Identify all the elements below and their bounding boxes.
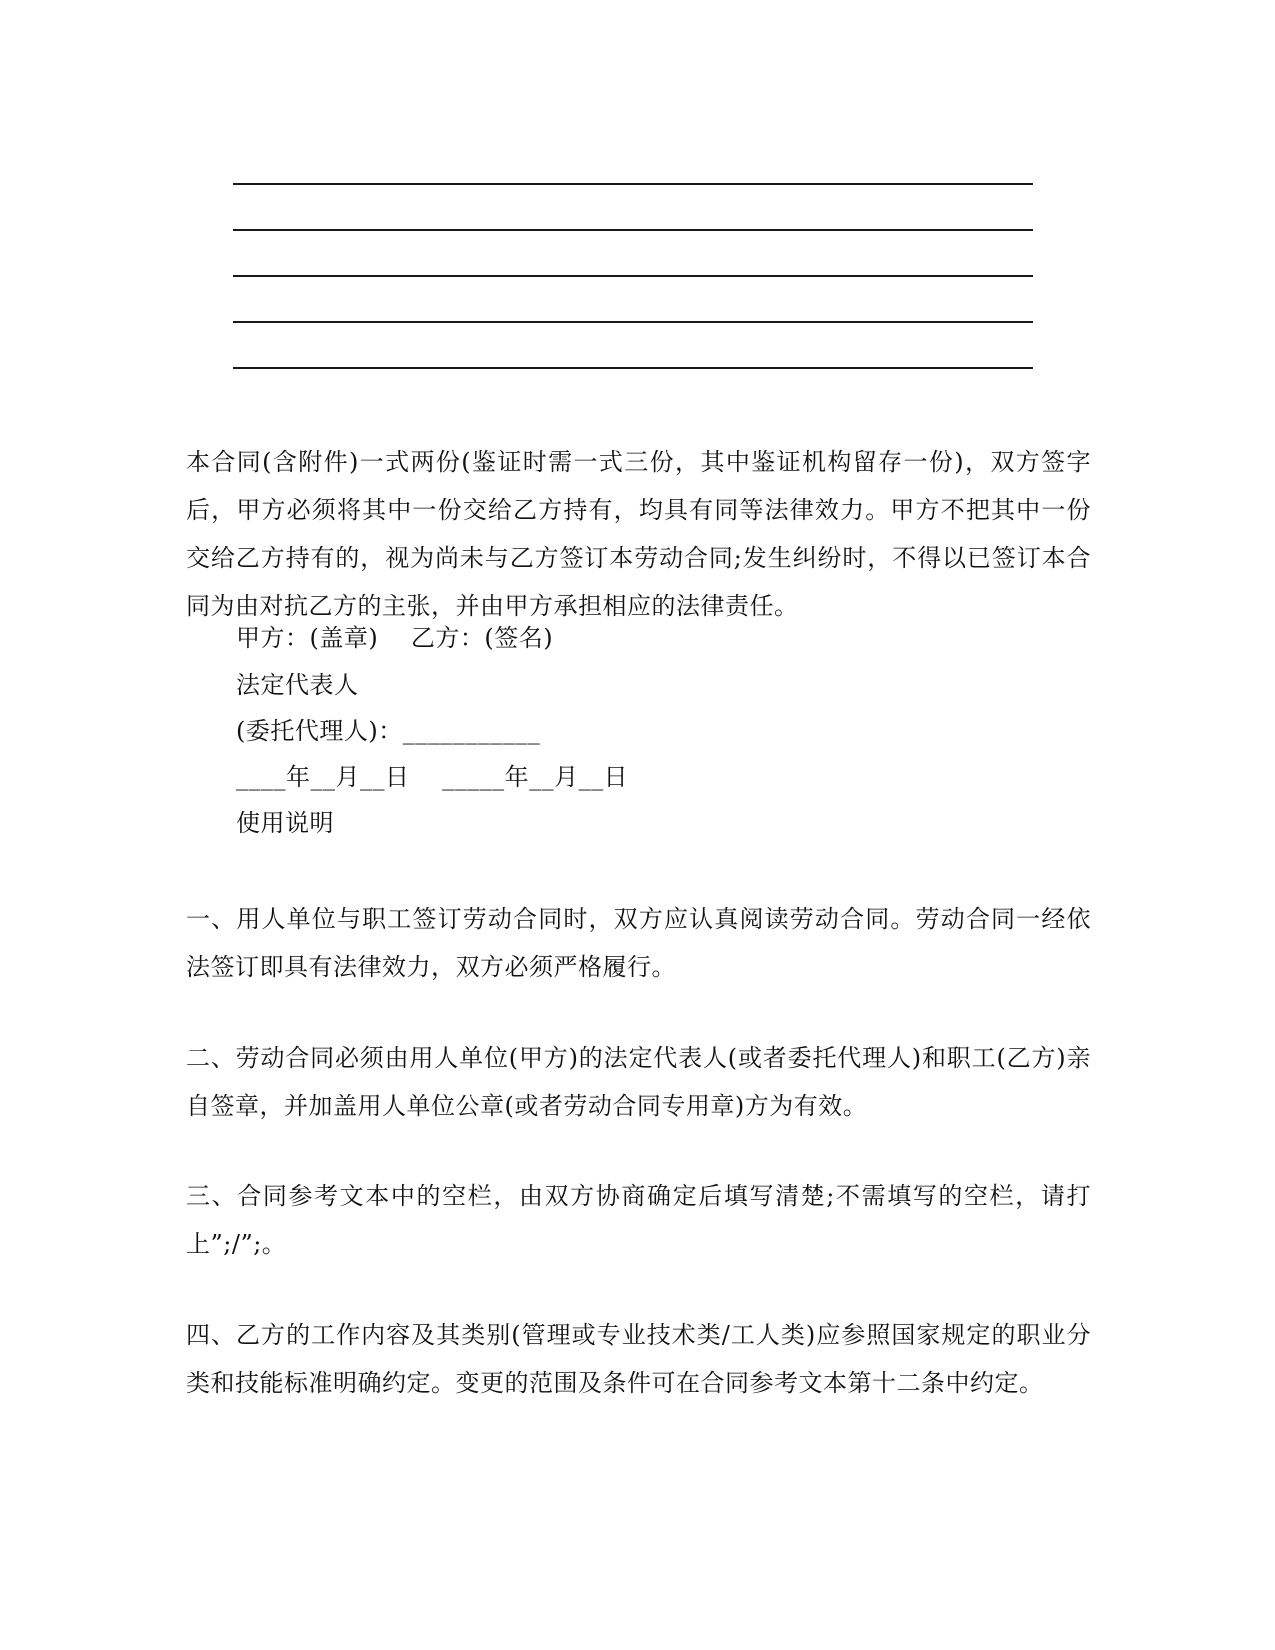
agent-signature-line: (委托代理人)：___________ xyxy=(236,717,541,745)
blank-fill-line xyxy=(233,229,1033,231)
blank-fill-line xyxy=(233,321,1033,323)
instruction-item: 二、劳动合同必须由用人单位(甲方)的法定代表人(或者委托代理人)和职工(乙方)亲自签章，并加盖用人单位公章(或者劳动合同专用章)方为有效。 xyxy=(186,1044,1091,1120)
instruction-item: 三、合同参考文本中的空栏，由双方协商确定后填写清楚;不需填写的空栏，请打上”;/”;。 xyxy=(186,1182,1091,1258)
blank-fill-line xyxy=(233,275,1033,277)
legal-representative-label: 法定代表人 xyxy=(236,671,359,699)
signing-date-line: ____年__月__日 _____年__月__日 xyxy=(236,763,629,791)
contract-copies-paragraph: 本合同(含附件)一式两份(鉴证时需一式三份，其中鉴证机构留存一份)，双方签字后，甲方必须将其中一份交给乙方持有，均具有同等法律效力。甲方不把其中一份交给乙方持有的，视为尚未与乙方签订本劳动合同;发生纠纷时，不得以已签订本合同为由对抗乙方的主张，并由甲方承担相应的法律责任。 xyxy=(186,448,1091,620)
blank-fill-line xyxy=(233,183,1033,185)
usage-instructions-heading: 使用说明 xyxy=(236,809,334,837)
instruction-item: 一、用人单位与职工签订劳动合同时，双方应认真阅读劳动合同。劳动合同一经依法签订即具有法律效力，双方必须严格履行。 xyxy=(186,905,1091,981)
blank-fill-line xyxy=(233,367,1033,369)
party-signature-line: 甲方：(盖章) 乙方：(签名) xyxy=(236,624,554,652)
instruction-item: 四、乙方的工作内容及其类别(管理或专业技术类/工人类)应参照国家规定的职业分类和技能标准明确约定。变更的范围及条件可在合同参考文本第十二条中约定。 xyxy=(186,1321,1091,1397)
